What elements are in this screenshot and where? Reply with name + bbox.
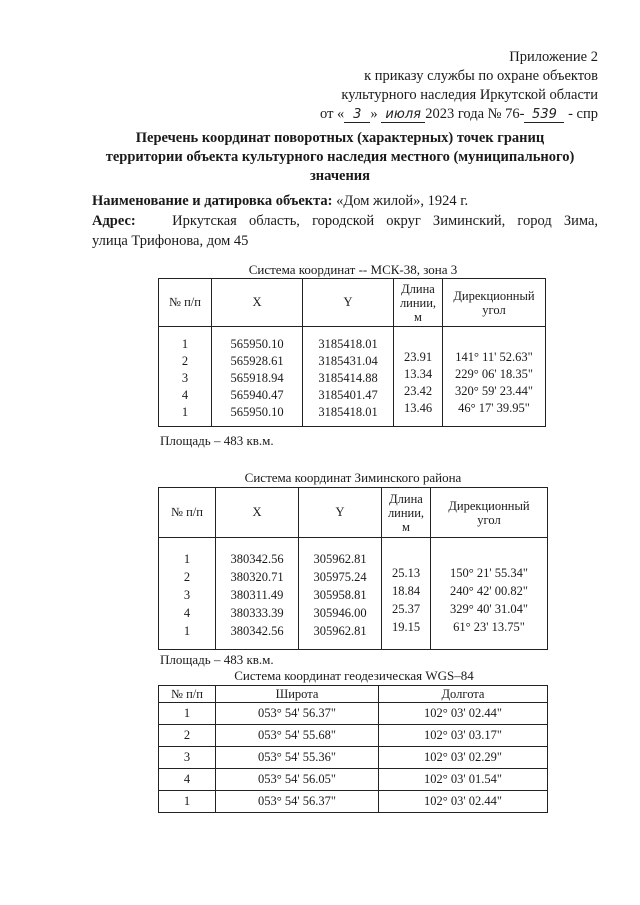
appendix-suffix: - спр [568, 106, 598, 122]
appendix-line3: культурного наследия Иркутской области [341, 87, 598, 103]
table3-header-row [159, 686, 548, 703]
table3-lon: 102° 03' 02.29" [379, 747, 548, 769]
table2-num: 2 [183, 570, 191, 584]
table1-x: 565950.10 [230, 336, 284, 351]
table2-angles [431, 552, 547, 636]
table1-x: 565928.61 [230, 353, 284, 368]
table2-y: 305958.81 [313, 588, 367, 602]
table2-header-row [159, 488, 548, 538]
table3-lon: 102° 03' 02.44" [379, 791, 548, 813]
table2-length: 19.15 [391, 619, 421, 634]
table2-length: 25.37 [391, 601, 421, 616]
table1-angle: 320° 59' 23.44" [455, 383, 533, 398]
title-line3: значения [309, 168, 371, 184]
table1-col-y [303, 327, 394, 427]
table1-x-values [212, 333, 302, 421]
table1-y-values [303, 333, 393, 421]
table1-header-length-l2: линии, [399, 295, 437, 310]
table3-header-lat: Широта [216, 686, 379, 703]
object-info [92, 191, 598, 251]
table1-col-num [159, 327, 212, 427]
table1-y: 3185418.01 [318, 404, 378, 419]
table2-num: 1 [183, 624, 191, 638]
table1-angles [443, 337, 545, 417]
table2-num: 3 [183, 588, 191, 602]
table2-angle: 61° 23' 13.75" [453, 619, 525, 634]
table2-y-values [299, 547, 381, 640]
table1-angle: 229° 06' 18.35" [455, 366, 533, 381]
appendix-number-handwritten: 539 [524, 107, 564, 123]
table1-y: 3185431.04 [318, 353, 378, 368]
table2-header-y: Y [299, 488, 382, 538]
table1-nums [159, 333, 211, 421]
table2-y: 305946.00 [313, 606, 367, 620]
object-address-line2: улица Трифонова, дом 45 [92, 233, 249, 249]
table-row [159, 791, 548, 813]
table2-col-y [299, 538, 382, 650]
table3-lon: 102° 03' 03.17" [379, 725, 548, 747]
table2-area: Площадь – 483 кв.м. [160, 652, 274, 667]
table3-caption: Система координат геодезическая WGS–84 [234, 668, 474, 683]
table1-header-direction-l1: Дирекционный [453, 288, 535, 303]
table1-length: 13.46 [403, 400, 433, 415]
table1 [158, 278, 546, 427]
table2-nums [159, 547, 215, 640]
table2-col-x [216, 538, 299, 650]
table2-header-direction [431, 488, 548, 538]
object-address-label: Адрес: [92, 213, 136, 229]
table2-angle: 150° 21' 55.34" [450, 565, 528, 580]
table2-header-length-l3: м [402, 519, 410, 534]
table1-header-row [159, 279, 546, 327]
object-address-line1 [92, 211, 598, 231]
appendix-line4 [320, 105, 598, 124]
table1-y: 3185414.88 [318, 370, 378, 385]
title-line2: территории объекта культурного наследия местного (муниципального) [105, 149, 575, 165]
table2-num: 1 [183, 552, 191, 566]
appendix-month-handwritten: июля [381, 107, 425, 123]
table2-body-row [159, 538, 548, 650]
table2-length: 25.13 [391, 565, 421, 580]
table2-length: 18.84 [391, 583, 421, 598]
table2-num: 4 [183, 606, 191, 620]
object-name-line [92, 191, 598, 211]
table1-x: 565950.10 [230, 404, 284, 419]
table3-num: 4 [159, 769, 216, 791]
table2-header-num: № п/п [159, 488, 216, 538]
table2-x: 380320.71 [230, 570, 284, 584]
table3-num: 3 [159, 747, 216, 769]
table2-lengths [382, 552, 430, 636]
table3-lat: 053° 54' 56.05" [216, 769, 379, 791]
table1-lengths [394, 337, 442, 417]
title-line1: Перечень координат поворотных (характерных) точек границ [135, 130, 545, 146]
table1-num: 2 [181, 353, 189, 368]
table2-y: 305975.24 [313, 570, 367, 584]
table2-header-x: X [216, 488, 299, 538]
table1-y: 3185401.47 [318, 387, 378, 402]
table1-header-length-l1: Длина [401, 281, 435, 296]
table2-header-length-l2: линии, [387, 505, 425, 520]
table3-lat: 053° 54' 56.37" [216, 791, 379, 813]
table1-header-x: X [212, 279, 303, 327]
table2-x: 380342.56 [230, 552, 284, 566]
table1-x: 565940.47 [230, 387, 284, 402]
table3-lon: 102° 03' 01.54" [379, 769, 548, 791]
table3-lon: 102° 03' 02.44" [379, 703, 548, 725]
table1-length: 23.91 [403, 349, 433, 364]
table1-col-x [212, 327, 303, 427]
table1-num: 1 [181, 404, 189, 419]
table2-x: 380311.49 [230, 588, 284, 602]
table2-header-length-l1: Длина [389, 491, 423, 506]
appendix-line2: к приказу службы по охране объектов [364, 68, 598, 84]
table1-col-length [394, 327, 443, 427]
table3-num: 1 [159, 703, 216, 725]
table1-x: 565918.94 [230, 370, 284, 385]
table3-num: 2 [159, 725, 216, 747]
table1-header-direction-l2: угол [482, 302, 506, 317]
table2-header-direction-l1: Дирекционный [448, 498, 530, 513]
table2-col-direction [431, 538, 548, 650]
table1-area: Площадь – 483 кв.м. [160, 433, 274, 448]
appendix-date-prefix: от « [320, 106, 345, 122]
table2-x: 380342.56 [230, 624, 284, 638]
table2-header-direction-l2: угол [477, 512, 501, 527]
appendix-line1: Приложение 2 [509, 49, 598, 65]
table1-num: 4 [181, 387, 189, 402]
table1-body-row [159, 327, 546, 427]
table-row [159, 703, 548, 725]
table2-angle: 329° 40' 31.04" [450, 601, 528, 616]
table1-col-direction [443, 327, 546, 427]
table2-angle: 240° 42' 00.82" [450, 583, 528, 598]
table-row [159, 725, 548, 747]
table2-caption: Система координат Зиминского района [244, 470, 462, 485]
table1-header-length-l3: м [414, 309, 422, 324]
table1-num: 1 [181, 336, 189, 351]
object-address-value-1: Иркутская область, городской округ Зиминский, город Зима, [172, 213, 598, 229]
table2-col-num [159, 538, 216, 650]
table1-header-num: № п/п [159, 279, 212, 327]
table3-header-num: № п/п [159, 686, 216, 703]
object-name-value: «Дом жилой», 1924 г. [336, 193, 469, 209]
appendix-day-handwritten: 3 [344, 107, 370, 123]
table3-lat: 053° 54' 56.37" [216, 703, 379, 725]
table3-lat: 053° 54' 55.68" [216, 725, 379, 747]
table2-x: 380333.39 [230, 606, 284, 620]
table3-header-lon: Долгота [379, 686, 548, 703]
table1-num: 3 [181, 370, 189, 385]
table-row [159, 747, 548, 769]
table1-header-y: Y [303, 279, 394, 327]
table1-y: 3185418.01 [318, 336, 378, 351]
table1-angle: 46° 17' 39.95" [458, 400, 530, 415]
table1-length: 13.34 [403, 366, 433, 381]
appendix-year: 2023 года № 76- [425, 106, 525, 122]
table-row [159, 769, 548, 791]
table1-header-length [394, 279, 443, 327]
table3-num: 1 [159, 791, 216, 813]
table2-x-values [216, 547, 298, 640]
object-name-label: Наименование и датировка объекта: [92, 193, 333, 209]
table1-caption: Система координат -- МСК-38, зона 3 [248, 262, 458, 277]
table1-angle: 141° 11' 52.63" [455, 349, 533, 364]
appendix-header [320, 48, 598, 124]
table2-y: 305962.81 [313, 624, 367, 638]
table3 [158, 685, 548, 813]
table1-header-direction [443, 279, 546, 327]
table2-header-length [382, 488, 431, 538]
table2-y: 305962.81 [313, 552, 367, 566]
table1-length: 23.42 [403, 383, 433, 398]
appendix-date-mid: » [370, 106, 378, 122]
table3-lat: 053° 54' 55.36" [216, 747, 379, 769]
document-title [80, 129, 600, 186]
table2 [158, 487, 548, 650]
table2-col-length [382, 538, 431, 650]
